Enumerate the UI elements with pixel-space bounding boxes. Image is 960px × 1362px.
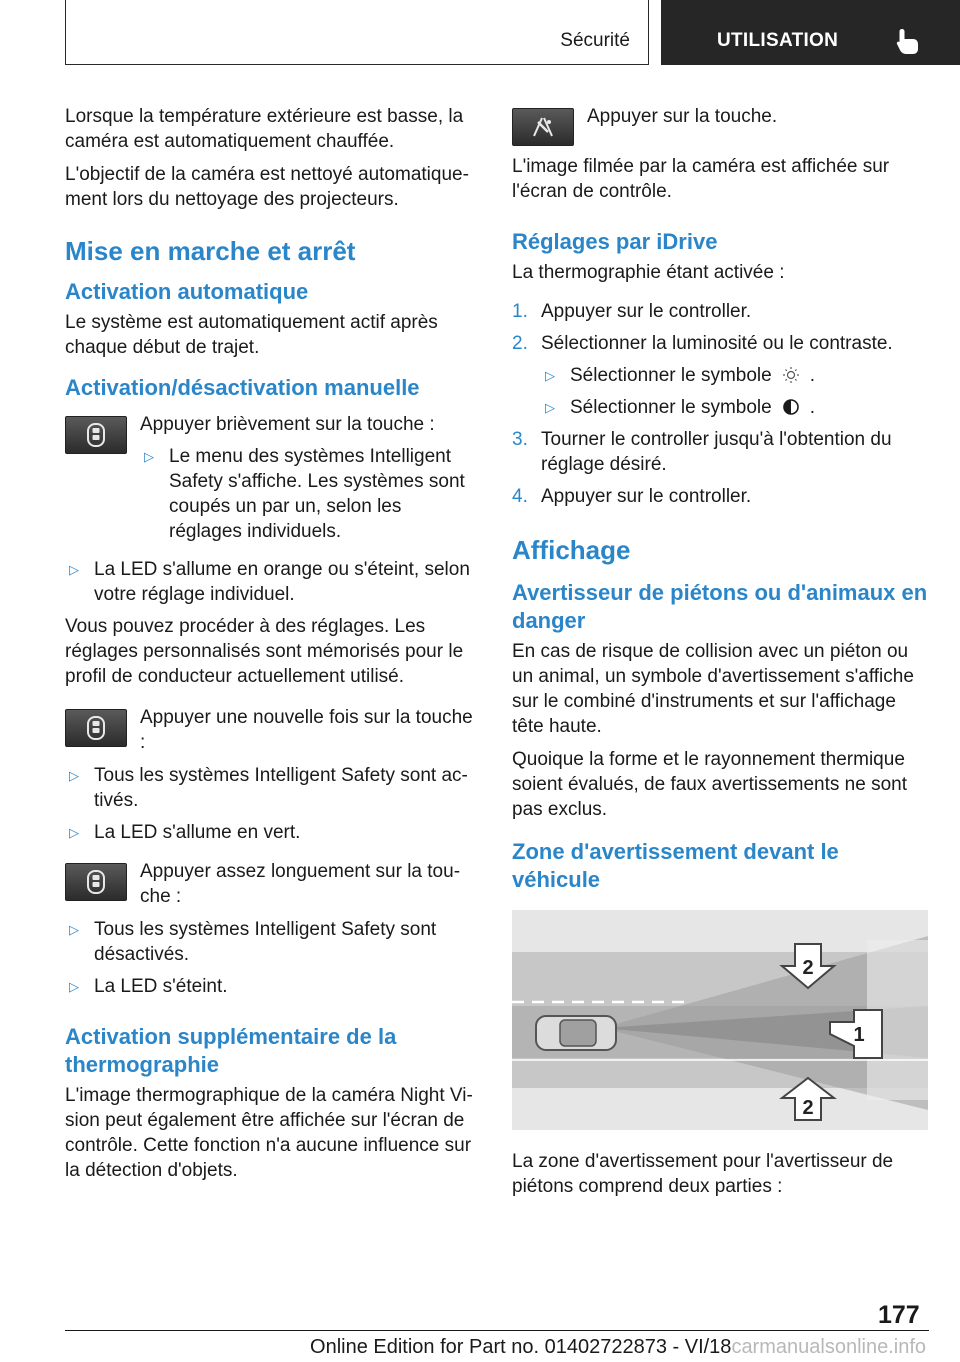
instruction-text-3: Appuyer assez longuement sur la touche : bbox=[140, 861, 461, 907]
triangle-bullet-icon: ▷ bbox=[69, 768, 79, 783]
right-column bbox=[512, 104, 930, 1207]
paragraph-auto-activation: Le système est automatiquement actif après chaque début de trajet. bbox=[65, 312, 438, 358]
svg-text:2: 2 bbox=[802, 1097, 814, 1119]
list-item: ▷ Sélectionner le symbole . bbox=[545, 397, 815, 418]
pointing-hand-icon bbox=[893, 26, 923, 56]
instruction-button-2 bbox=[65, 705, 478, 755]
heading-on-off: Mise en marche et arrêt bbox=[65, 236, 356, 266]
heading-pedestrian-warning: Avertisseur de piétons ou d'animaux en danger bbox=[512, 580, 928, 633]
paragraph-cleaning: L'objectif de la caméra est nettoyé automatiquement lors du nettoyage des projecteurs. bbox=[65, 164, 469, 210]
header-section-box bbox=[65, 0, 649, 65]
list-item: 2. Sélectionner la luminosité ou le contraste. ▷ Sélectionner le symbole . ▷ Sélectionner le symbole . bbox=[512, 331, 930, 420]
paragraph-warning-2: Quoique la forme et le rayonnement thermique soient évalués, de faux avertissements ne sont pas exclus. bbox=[512, 749, 908, 820]
list-item: ▷ Sélectionner le symbole . bbox=[545, 365, 815, 386]
list-item: ▷ Tous les systèmes Intelligent Safety sont désactivés. bbox=[69, 919, 437, 965]
footer-edition: Online Edition for Part no. 01402722873 - VI/18carmanualsonline.info bbox=[310, 1336, 926, 1358]
paragraph-extra-activation: L'image thermographique de la caméra Night Vision peut également être affichée sur l'écran de contrôle. Cette fonction n'a aucune influence sur la détection d'objets. bbox=[65, 1085, 473, 1181]
instruction-text-1: Appuyer brièvement sur la touche : bbox=[140, 414, 435, 435]
triangle-bullet-icon: ▷ bbox=[545, 400, 555, 415]
heading-extra-activation: Activation supplémentaire de la thermographie bbox=[65, 1024, 397, 1077]
intelligent-safety-button-icon bbox=[65, 863, 127, 901]
triangle-bullet-icon: ▷ bbox=[69, 979, 79, 994]
list-item: 4. Appuyer sur le controller. bbox=[512, 486, 752, 507]
paragraph-zone: La zone d'avertissement pour l'avertisseur de piétons comprend deux parties : bbox=[512, 1151, 894, 1197]
night-vision-button-icon bbox=[512, 108, 574, 146]
heading-idrive-settings: Réglages par iDrive bbox=[512, 229, 718, 254]
watermark: carmanualsonline.info bbox=[731, 1336, 926, 1358]
instruction-button-3 bbox=[65, 859, 478, 909]
instruction-button-1 bbox=[65, 412, 478, 551]
intelligent-safety-button-icon bbox=[65, 416, 127, 454]
paragraph-heating: Lorsque la température extérieure est basse, la caméra est automatiquement chauffée. bbox=[65, 106, 464, 152]
header-chapter-title: UTILISATION bbox=[717, 30, 839, 51]
list-item: 3. Tourner le controller jusqu'à l'obtention du réglage désiré. bbox=[512, 429, 892, 475]
list-item: ▷ La LED s'allume en vert. bbox=[69, 822, 301, 843]
page-number: 177 bbox=[878, 1301, 920, 1329]
paragraph-warning-1: En cas de risque de collision avec un piéton ou un animal, un symbole d'avertissement s'affiche sur le combiné d'instruments et sur l'affichage tête haute. bbox=[512, 641, 914, 737]
triangle-bullet-icon: ▷ bbox=[69, 922, 79, 937]
triangle-bullet-icon: ▷ bbox=[144, 449, 154, 464]
car-icon bbox=[536, 1016, 616, 1050]
instruction-text-2: Appuyer une nouvelle fois sur la touche : bbox=[140, 707, 473, 753]
paragraph-idrive-intro: La thermographie étant activée : bbox=[512, 262, 785, 283]
triangle-bullet-icon: ▷ bbox=[69, 562, 79, 577]
intelligent-safety-button-icon bbox=[65, 709, 127, 747]
list-item: ▷ Tous les systèmes Intelligent Safety sont activés. bbox=[69, 765, 468, 811]
heading-manual-activation: Activation/désactivation manuelle bbox=[65, 375, 420, 400]
instruction-night-vision-button bbox=[512, 104, 930, 146]
header-chapter-tab bbox=[661, 0, 960, 65]
brightness-icon bbox=[780, 366, 802, 384]
left-column bbox=[65, 104, 478, 1191]
paragraph-settings: Vous pouvez procéder à des réglages. Les réglages personnalisés sont mémorisés pour le profil de conducteur actuellement utilisé. bbox=[65, 616, 464, 687]
triangle-bullet-icon: ▷ bbox=[545, 368, 555, 383]
list-item: ▷ Le menu des systèmes Intelligent Safety s'affiche. Les systèmes sont coupés un par un, selon les réglages individuels. bbox=[144, 446, 465, 542]
contrast-icon bbox=[780, 398, 802, 416]
list-item: 1. Appuyer sur le controller. bbox=[512, 301, 752, 322]
paragraph-image-display: L'image filmée par la caméra est affichée sur l'écran de contrôle. bbox=[512, 156, 890, 202]
heading-warning-zone: Zone d'avertissement devant le véhicule bbox=[512, 839, 839, 892]
footer-divider bbox=[65, 1330, 929, 1331]
header-section-title: Sécurité bbox=[560, 30, 630, 51]
heading-auto-activation: Activation automatique bbox=[65, 279, 309, 304]
svg-text:2: 2 bbox=[802, 957, 814, 979]
svg-text:1: 1 bbox=[853, 1024, 865, 1046]
instruction-text-night-vision: Appuyer sur la touche. bbox=[587, 106, 778, 127]
heading-display: Affichage bbox=[512, 535, 631, 565]
warning-zone-diagram bbox=[512, 910, 928, 1130]
list-item: ▷ La LED s'allume en orange ou s'éteint, selon votre réglage individuel. bbox=[69, 559, 470, 605]
list-item: ▷ La LED s'éteint. bbox=[69, 976, 228, 997]
triangle-bullet-icon: ▷ bbox=[69, 825, 79, 840]
